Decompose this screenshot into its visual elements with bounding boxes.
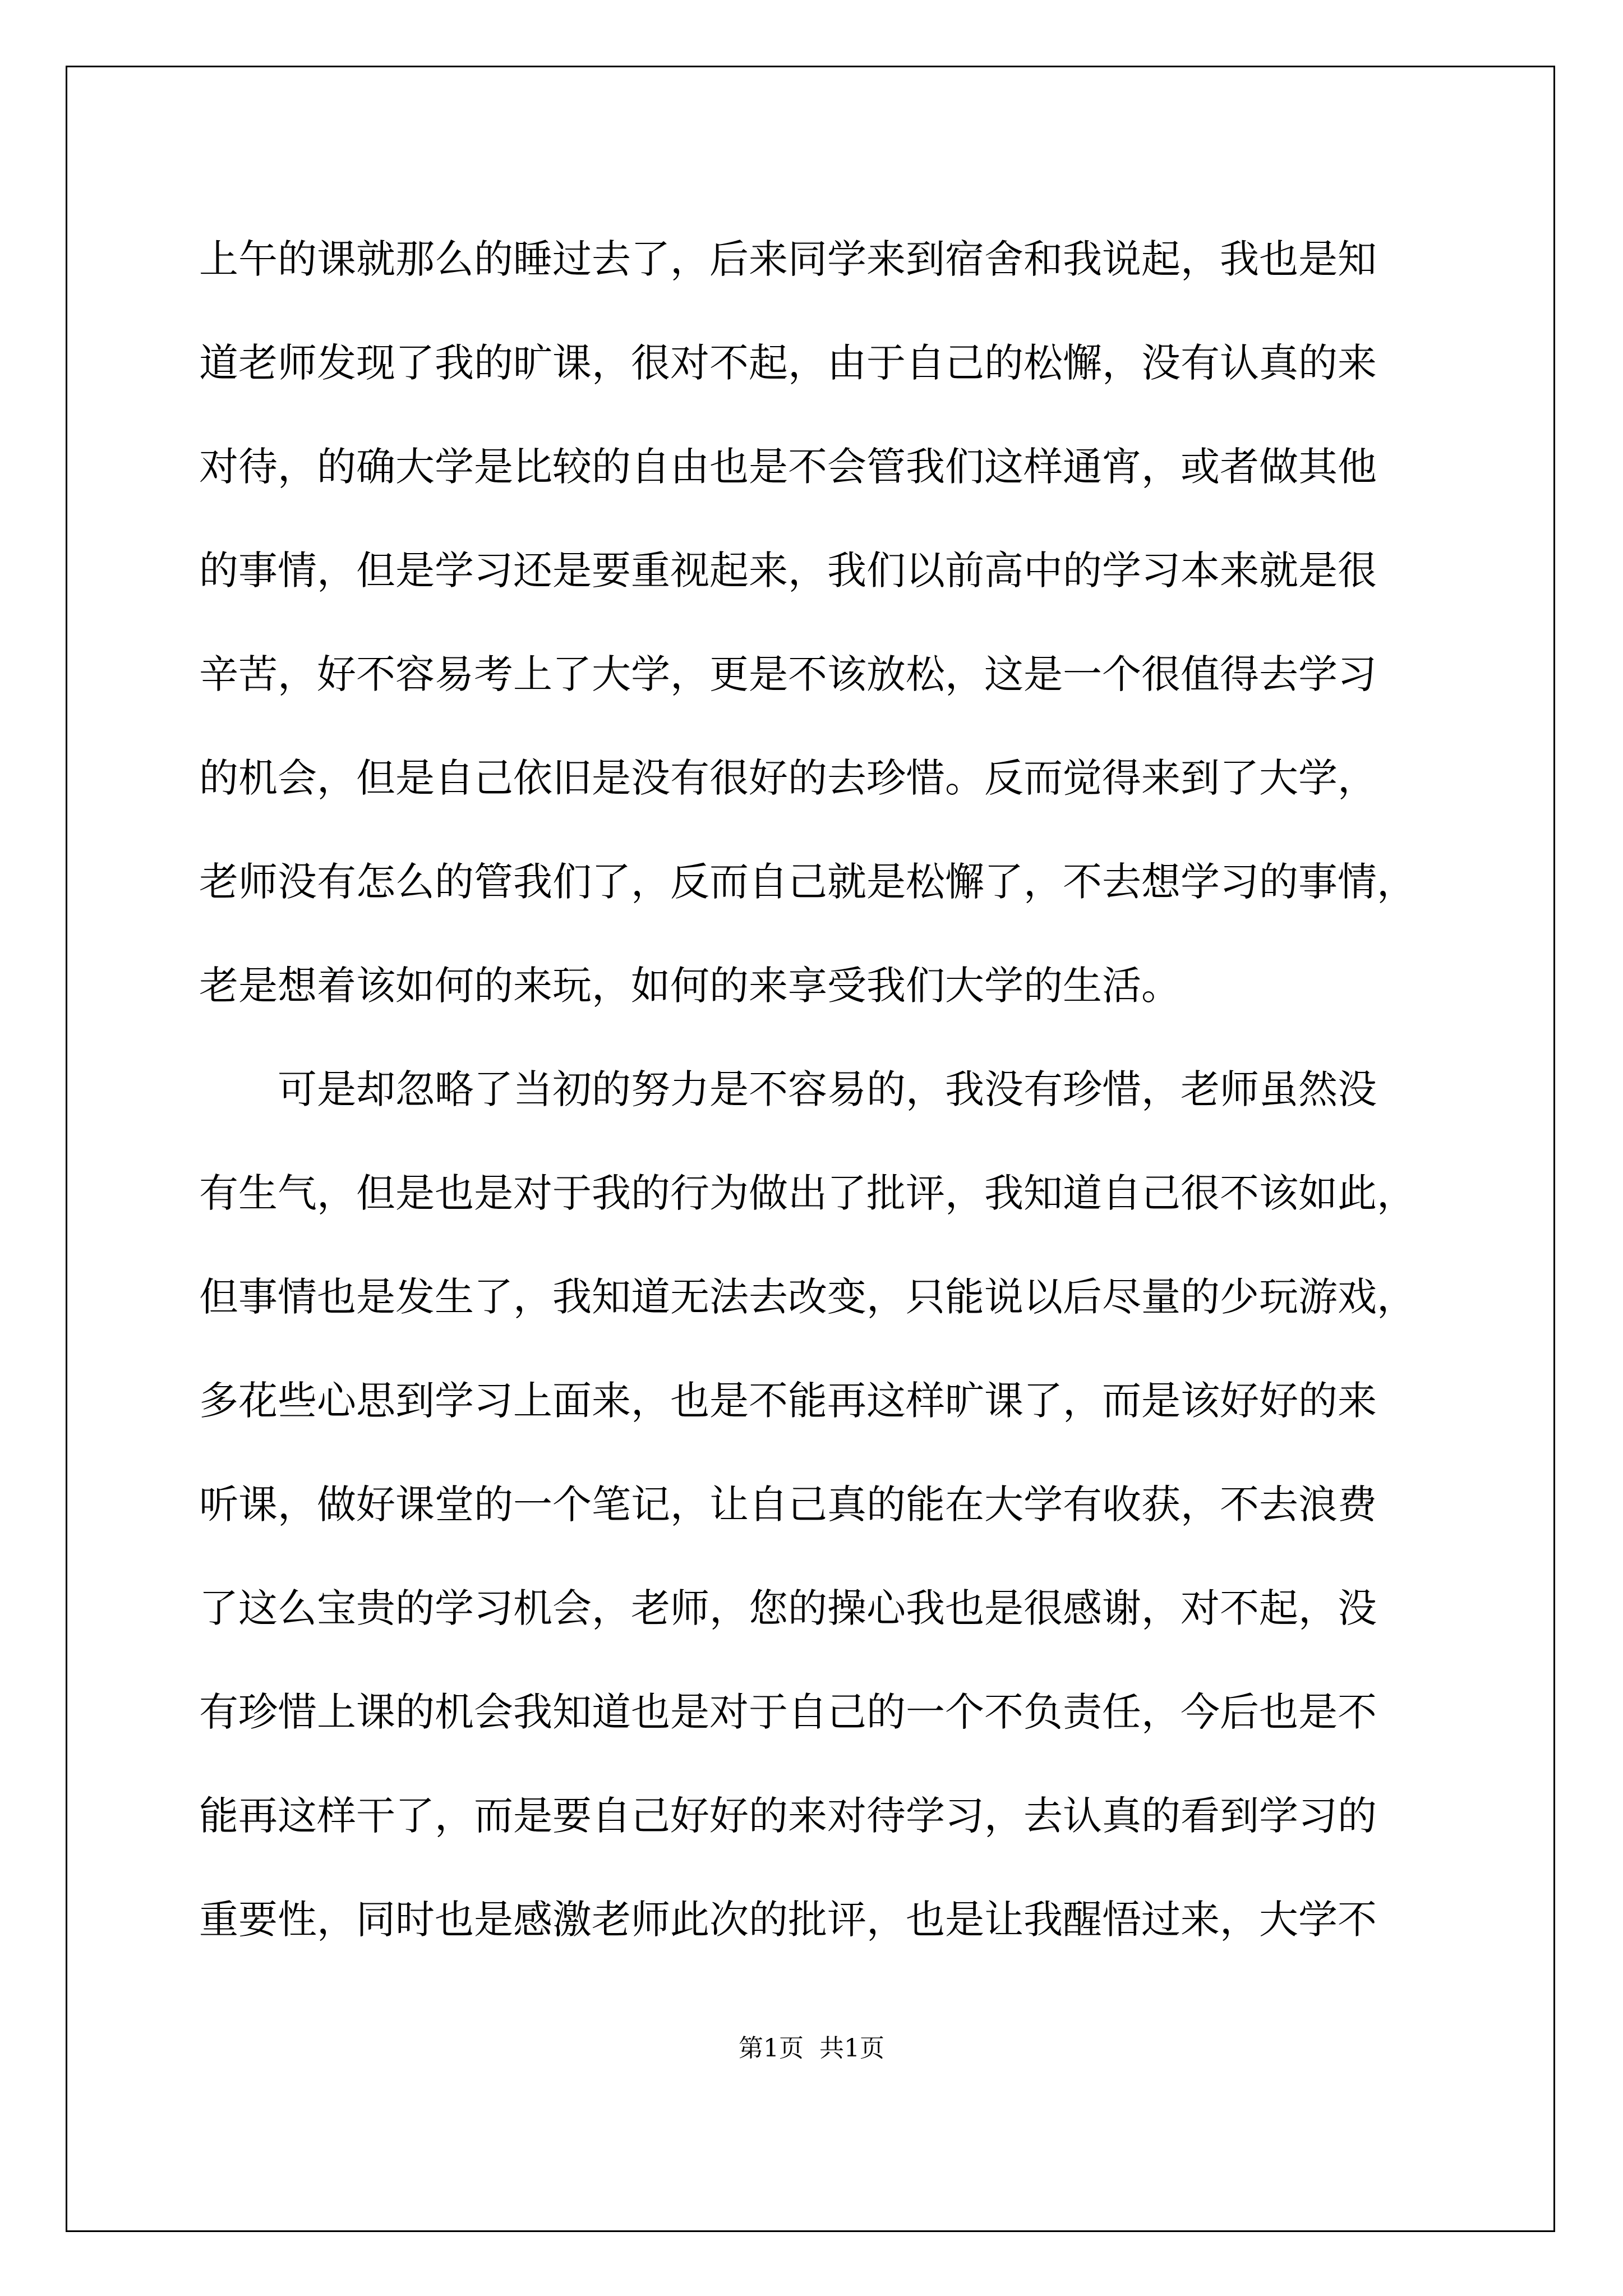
text-line: 上午的课就那么的睡过去了，后来同学来到宿舍和我说起，我也是知 <box>199 236 1377 282</box>
text-line: 可是却忽略了当初的努力是不容易的，我没有珍惜，老师虽然没 <box>278 1066 1377 1112</box>
text-line: 老是想着该如何的来玩，如何的来享受我们大学的生活。 <box>199 963 1181 1009</box>
text-line: 有珍惜上课的机会我知道也是对于自己的一个不负责任，今后也是不 <box>199 1689 1377 1735</box>
text-line: 老师没有怎么的管我们了，反而自己就是松懈了，不去想学习的事情， <box>199 859 1416 905</box>
text-line: 的机会，但是自己依旧是没有很好的去珍惜。反而觉得来到了大学， <box>199 755 1377 801</box>
text-line: 听课，做好课堂的一个笔记，让自己真的能在大学有收获，不去浪费 <box>199 1481 1377 1527</box>
page-footer: 第1页 共1页 <box>739 2034 884 2063</box>
text-line: 能再这样干了，而是要自己好好的来对待学习，去认真的看到学习的 <box>199 1793 1377 1839</box>
text-line: 有生气，但是也是对于我的行为做出了批评，我知道自己很不该如此， <box>199 1170 1416 1216</box>
text-line: 对待，的确大学是比较的自由也是不会管我们这样通宵，或者做其他 <box>199 444 1377 490</box>
document-body <box>199 208 1455 1972</box>
text-line: 道老师发现了我的旷课，很对不起，由于自己的松懈，没有认真的来 <box>199 340 1377 386</box>
text-line: 但事情也是发生了，我知道无法去改变，只能说以后尽量的少玩游戏， <box>199 1274 1416 1320</box>
text-line: 的事情，但是学习还是要重视起来，我们以前高中的学习本来就是很 <box>199 547 1377 593</box>
text-line: 多花些心思到学习上面来，也是不能再这样旷课了，而是该好好的来 <box>199 1378 1377 1424</box>
text-line: 重要性，同时也是感激老师此次的批评，也是让我醒悟过来，大学不 <box>199 1897 1377 1943</box>
text-line: 了这么宝贵的学习机会，老师，您的操心我也是很感谢，对不起，没 <box>199 1585 1377 1631</box>
text-line: 辛苦，好不容易考上了大学，更是不该放松，这是一个很值得去学习 <box>199 651 1377 697</box>
